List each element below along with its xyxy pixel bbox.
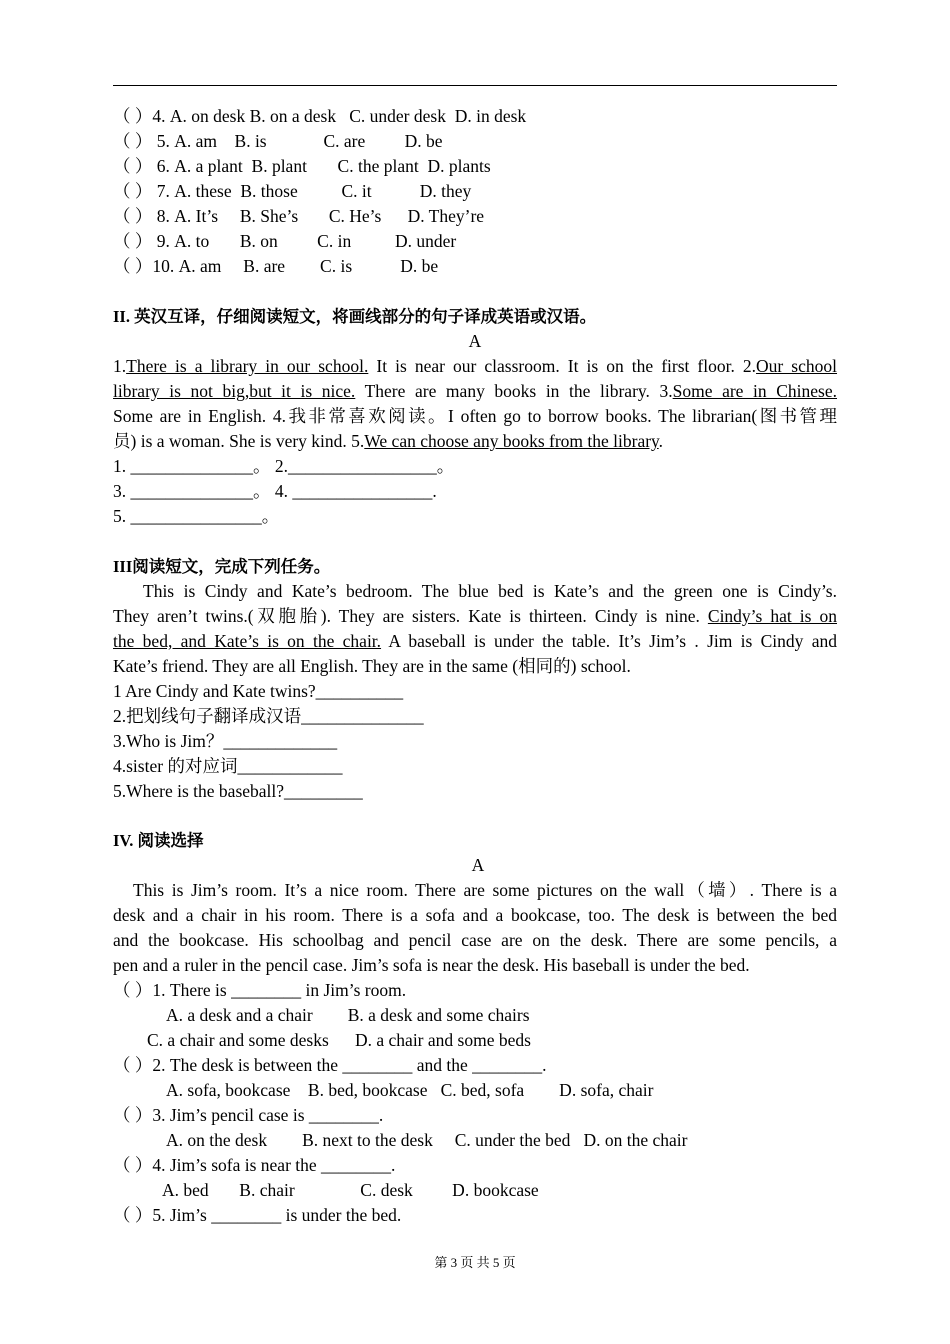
mcq-item-8 <box>113 204 837 229</box>
page-footer: 第 3 页 共 5 页 <box>434 1255 516 1270</box>
mcq-text: 5. A. am B. is C. are D. be <box>152 131 443 151</box>
answer-line-1-2[interactable]: 1. ______________。 2._________________。 <box>113 456 455 476</box>
answer-paren: （ ） <box>113 131 153 151</box>
reading-question-1: （ ）1. There is ________ in Jim’s room. <box>113 980 407 1000</box>
reading-question-1-options-b[interactable]: C. a chair and some desks D. a chair and some beds <box>147 1030 531 1050</box>
mcq-item-7 <box>113 179 837 204</box>
answer-paren: （ ） <box>113 231 153 251</box>
passage-4-line-3: and the bookcase. His schoolbag and pencil case are on the desk. There are some pencils, a <box>113 930 837 950</box>
task-question-1[interactable]: 1 Are Cindy and Kate twins?__________ <box>113 681 404 701</box>
mcq-item-9 <box>113 229 837 254</box>
passage-3-line-4: Kate’s friend. They are all English. They are in the same (相同的) school. <box>113 656 631 676</box>
passage-2-line-2: library is not big,but it is nice. There are many books in the library. 3.Some are in Chinese. <box>113 381 838 401</box>
mcq-text: 6. A. a plant B. plant C. the plant D. plants <box>152 156 491 176</box>
answer-paren: （ ） <box>113 181 153 201</box>
passage-4-line-2: desk and a chair in his room. There is a sofa and a bookcase, too. The desk is between the bed <box>113 905 837 925</box>
reading-question-4-options[interactable]: A. bed B. chair C. desk D. bookcase <box>162 1180 539 1200</box>
mcq-text: 8. A. It’s B. She’s C. He’s D. They’re <box>152 206 485 226</box>
passage-3-line-3: the bed, and Kate’s is on the chair. A baseball is under the table. It’s Jim’s . Jim is Cindy and <box>113 631 837 651</box>
underlined-sentence-a: Cindy’s hat is on <box>707 606 837 626</box>
reading-question-2: （ ）2. The desk is between the ________ and the ________. <box>113 1055 547 1075</box>
task-question-3[interactable]: 3.Who is Jim？_____________ <box>113 731 338 751</box>
reading-question-3-options[interactable]: A. on the desk B. next to the desk C. under the bed D. on the chair <box>166 1130 688 1150</box>
passage-4-line-1: This is Jim’s room. It’s a nice room. There are some pictures on the wall（墙）. There is a <box>133 880 837 900</box>
section-2-subtitle: A <box>468 331 482 351</box>
mcq-text: 4. A. on desk B. on a desk C. under desk D. in desk <box>152 106 527 126</box>
answer-line-3-4[interactable]: 3. ______________。 4. ________________. <box>113 481 437 501</box>
task-question-2[interactable]: 2.把划线句子翻译成汉语______________ <box>113 706 424 726</box>
reading-question-3: （ ）3. Jim’s pencil case is ________. <box>113 1105 384 1125</box>
mcq-item-5 <box>113 129 837 154</box>
passage-2-line-3: Some are in English. 4.我非常喜欢阅读。I often go to borrow books. The librarian(图书管理 <box>113 406 837 426</box>
underlined-sentence-3: Some are in Chinese. <box>672 381 838 401</box>
section-4-title: IV. 阅读选择 <box>113 831 204 850</box>
mcq-item-6 <box>113 154 837 179</box>
mcq-item-4 <box>113 104 837 129</box>
answer-paren: （ ） <box>113 156 153 176</box>
passage-4-line-4: pen and a ruler in the pencil case. Jim’s sofa is near the desk. His baseball is under the bed. <box>113 955 750 975</box>
answer-paren: （ ） <box>113 256 153 276</box>
passage-3-line-2: They aren’t twins.(双胞胎). They are sisters. Kate is thirteen. Cindy is nine. Cindy’s hat is on <box>113 606 837 626</box>
mcq-text: 9. A. to B. on C. in D. under <box>152 231 457 251</box>
underlined-sentence-b: the bed, and Kate’s is on the chair. <box>113 631 382 651</box>
header-rule <box>113 85 837 86</box>
reading-question-2-options[interactable]: A. sofa, bookcase B. bed, bookcase C. bed, sofa D. sofa, chair <box>166 1080 654 1100</box>
mcq-item-10 <box>113 254 837 279</box>
answer-paren: （ ） <box>113 206 153 226</box>
mcq-text: 7. A. these B. those C. it D. they <box>152 181 472 201</box>
passage-3-line-1: This is Cindy and Kate’s bedroom. The blue bed is Kate’s and the green one is Cindy’s. <box>143 581 837 601</box>
underlined-sentence-2a: Our school <box>756 356 838 376</box>
passage-2-line-1: 1.There is a library in our school. It is near our classroom. It is on the first floor. 2.Our school <box>113 356 838 376</box>
section-2-title: II. 英汉互译，仔细阅读短文，将画线部分的句子译成英语或汉语。 <box>113 307 597 326</box>
task-question-5[interactable]: 5.Where is the baseball?_________ <box>113 781 363 801</box>
underlined-sentence-5: We can choose any books from the library <box>364 431 659 451</box>
reading-question-1-options-a[interactable]: A. a desk and a chair B. a desk and some chairs <box>166 1005 530 1025</box>
reading-question-5: （ ）5. Jim’s ________ is under the bed. <box>113 1205 402 1225</box>
reading-question-4: （ ）4. Jim’s sofa is near the ________. <box>113 1155 396 1175</box>
answer-line-5[interactable]: 5. _______________。 <box>113 506 280 526</box>
task-question-4[interactable]: 4.sister 的对应词____________ <box>113 756 343 776</box>
mcq-text: 10. A. am B. are C. is D. be <box>152 256 439 276</box>
passage-2-line-4: 员) is a woman. She is very kind. 5.We can choose any books from the library. <box>113 431 664 451</box>
section-3-title: III阅读短文，完成下列任务。 <box>113 557 331 576</box>
underlined-sentence-1: There is a library in our school. <box>126 356 369 376</box>
underlined-sentence-2b: library is not big,but it is nice. <box>113 381 356 401</box>
answer-paren: （ ） <box>113 106 153 126</box>
section-4-subtitle: A <box>471 855 485 875</box>
